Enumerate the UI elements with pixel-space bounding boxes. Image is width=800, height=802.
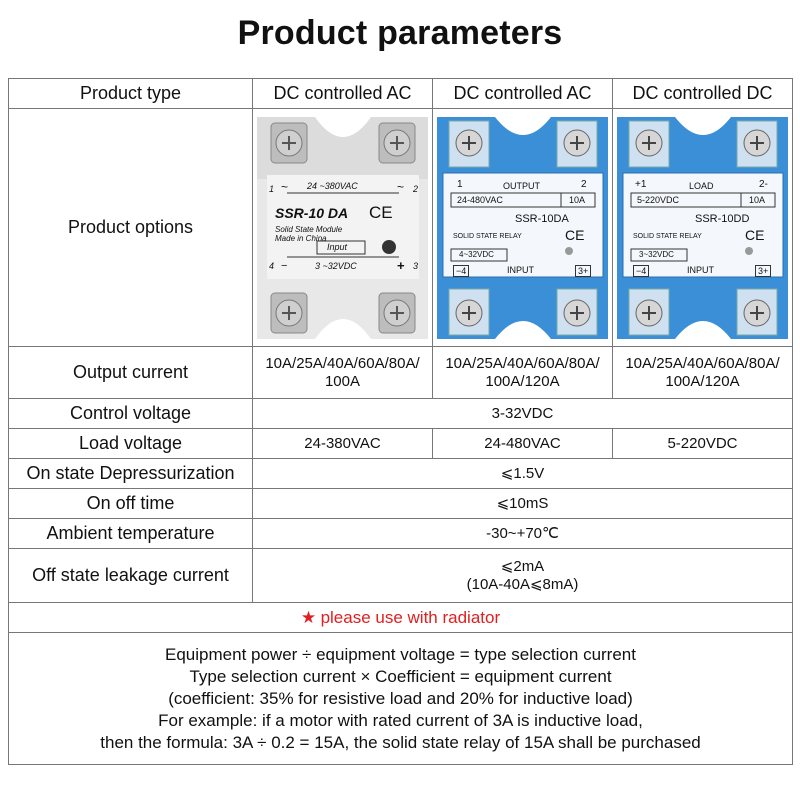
control-voltage-label: Control voltage xyxy=(9,399,253,429)
page-title: Product parameters xyxy=(237,14,563,52)
star-icon: ★ xyxy=(300,607,317,627)
m2-input: INPUT xyxy=(507,264,534,275)
m1-terminal-3: 3 xyxy=(413,260,419,271)
note-line-5: then the formula: 3A ÷ 0.2 = 15A, the solid state relay of 15A shall be purchased xyxy=(100,732,701,752)
control-voltage-row xyxy=(9,399,793,429)
note-line-3: (coefficient: 35% for resistive load and 20% for inductive load) xyxy=(168,688,633,708)
load-voltage-row xyxy=(9,429,793,459)
load-voltage-label: Load voltage xyxy=(9,429,253,459)
value-line: 100A/120A xyxy=(485,372,560,390)
m3-range: 5-220VDC xyxy=(637,194,680,205)
value-line: 10A/25A/40A/60A/80A/ xyxy=(265,354,420,372)
m2-minus: −4 xyxy=(453,265,469,277)
m3-input: INPUT xyxy=(687,264,714,275)
m2-model: SSR-10DA xyxy=(515,212,569,225)
parameters-table xyxy=(8,78,793,765)
note-line-2: Type selection current × Coefficient = equipment current xyxy=(189,666,612,686)
ce-mark-icon: CE xyxy=(565,226,585,243)
ambient-label: Ambient temperature xyxy=(9,519,253,549)
load-voltage-value-1: 24-380VAC xyxy=(253,429,433,459)
leakage-value xyxy=(253,549,793,603)
m1-voltage: 24 ~380VAC xyxy=(307,180,358,191)
leakage-line-1: ⩽2mA xyxy=(500,557,545,575)
m1-tilde-right: ~ xyxy=(397,179,405,194)
m2-rating: 10A xyxy=(569,194,586,205)
m3-control: 3~32VDC xyxy=(639,249,674,259)
m2-plus: 3+ xyxy=(575,265,591,277)
m1-terminal-2: 2 xyxy=(413,183,419,194)
note-line-1: Equipment power ÷ equipment voltage = type selection current xyxy=(165,644,636,664)
m3-terminal-2: 2- xyxy=(759,178,768,190)
value-line: 10A/25A/40A/60A/80A/ xyxy=(625,354,780,372)
m1-line2: Made in China xyxy=(275,233,327,243)
m1-minus: − xyxy=(281,259,288,272)
output-current-row xyxy=(9,347,793,399)
note-line-4: For example: if a motor with rated current of 3A is inductive load, xyxy=(158,710,643,730)
value-line: 10A/25A/40A/60A/80A/ xyxy=(445,354,600,372)
options-row xyxy=(9,109,793,347)
m2-control: 4~32VDC xyxy=(459,249,494,259)
ambient-value: -30~+70℃ xyxy=(253,519,793,549)
m2-heading: OUTPUT xyxy=(503,180,540,191)
m1-terminal-1: 1 xyxy=(269,183,275,194)
m2-terminal-2: 2 xyxy=(581,178,587,190)
m1-tilde-left: ~ xyxy=(281,179,289,194)
m1-line1: Solid State Module xyxy=(275,224,343,234)
depressurization-label: On state Depressurization xyxy=(9,459,253,489)
depressurization-value: ⩽1.5V xyxy=(253,459,793,489)
m1-model: SSR-10 DA xyxy=(275,204,349,221)
module-image-1 xyxy=(253,109,433,347)
leakage-label: Off state leakage current xyxy=(9,549,253,603)
m3-rating: 10A xyxy=(749,194,766,205)
m3-plus: 3+ xyxy=(755,265,771,277)
m1-plus: + xyxy=(397,257,405,273)
header-label: Product type xyxy=(9,79,253,109)
m2-range: 24-480VAC xyxy=(457,194,503,205)
module-image-3 xyxy=(613,109,793,347)
warning-cell xyxy=(9,603,793,633)
notes-cell xyxy=(9,633,793,765)
header-col-3: DC controlled DC xyxy=(613,79,793,109)
module-image-2 xyxy=(433,109,613,347)
m3-model: SSR-10DD xyxy=(695,212,750,225)
control-voltage-value: 3-32VDC xyxy=(253,399,793,429)
header-col-1: DC controlled AC xyxy=(253,79,433,109)
on-off-time-row xyxy=(9,489,793,519)
options-label: Product options xyxy=(9,109,253,347)
m1-control: 3 ~32VDC xyxy=(315,260,357,271)
m3-terminal-1: +1 xyxy=(635,178,647,190)
leakage-row xyxy=(9,549,793,603)
depressurization-row xyxy=(9,459,793,489)
header-col-2: DC controlled AC xyxy=(433,79,613,109)
ambient-row xyxy=(9,519,793,549)
m3-relay: SOLID STATE RELAY xyxy=(633,232,702,240)
output-current-value-2 xyxy=(433,347,613,399)
on-off-time-label: On off time xyxy=(9,489,253,519)
output-current-value-3 xyxy=(613,347,793,399)
load-voltage-value-3: 5-220VDC xyxy=(613,429,793,459)
leakage-line-2: (10A-40A⩽8mA) xyxy=(466,575,579,593)
warning-row xyxy=(9,603,793,633)
m2-relay: SOLID STATE RELAY xyxy=(453,232,522,240)
value-line: 100A xyxy=(324,372,361,390)
m3-minus: −4 xyxy=(633,265,649,277)
m1-input: Input xyxy=(327,241,348,252)
on-off-time-value: ⩽10mS xyxy=(253,489,793,519)
ce-mark-icon: CE xyxy=(369,202,393,222)
warning-text: please use with radiator xyxy=(320,607,501,627)
output-current-label: Output current xyxy=(9,347,253,399)
m1-terminal-4: 4 xyxy=(269,260,275,271)
load-voltage-value-2: 24-480VAC xyxy=(433,429,613,459)
notes-row xyxy=(9,633,793,765)
value-line: 100A/120A xyxy=(665,372,740,390)
m2-terminal-1: 1 xyxy=(457,178,463,190)
m3-heading: LOAD xyxy=(689,180,714,191)
header-row xyxy=(9,79,793,109)
ce-mark-icon: CE xyxy=(745,226,765,243)
output-current-value-1 xyxy=(253,347,433,399)
